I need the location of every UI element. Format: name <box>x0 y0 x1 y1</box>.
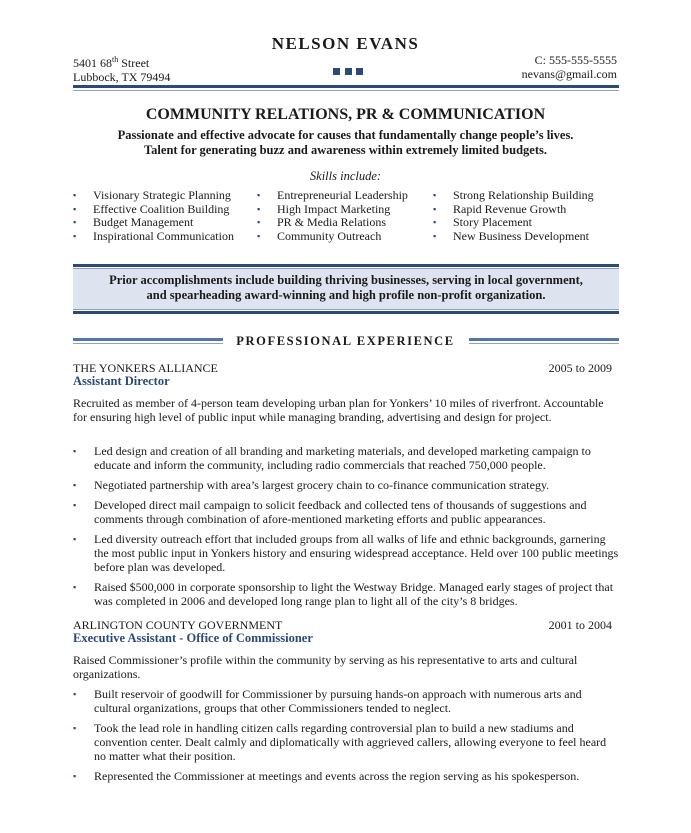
square-2 <box>345 68 352 75</box>
accomplishments-rule-top <box>73 264 619 267</box>
skill-item: ▪ Inspirational Communication <box>73 230 257 244</box>
skill-item: ▪ New Business Development <box>433 230 619 244</box>
skill-item: ▪ Effective Coalition Building <box>73 203 257 217</box>
header-rule-thin <box>73 90 619 91</box>
job-bullets <box>73 444 619 614</box>
list-item: ▪ Negotiated partnership with area’s largest grocery chain to co-finance communication strategy. <box>73 478 619 492</box>
list-item: ▪ Raised $500,000 in corporate sponsorship to light the Westway Bridge. Managed early stages of project that was completed in 2006 and developed long range plan to light all of the city’s 8 bridges. <box>73 580 619 608</box>
square-3 <box>356 68 363 75</box>
job-role: Executive Assistant - Office of Commissioner <box>73 631 313 645</box>
skill-item: ▪ High Impact Marketing <box>257 203 433 217</box>
list-item: ▪ Developed direct mail campaign to solicit feedback and collected tens of thousands of suggestions and comments through combination of afore-mentioned marketing efforts and public appearances. <box>73 498 619 526</box>
email: nevans@gmail.com <box>521 67 617 81</box>
job-summary: Raised Commissioner’s profile within the community by serving as his representative to arts and cultural organizations. <box>73 653 578 681</box>
list-item: ▪ Represented the Commissioner at meetings and events across the region serving as his spokesperson. <box>73 769 619 783</box>
skill-item: ▪ Visionary Strategic Planning <box>73 189 257 203</box>
list-item: ▪ Led design and creation of all branding and marketing materials, and developed marketing campaign to educate and inform the community, including radio commercials that reached 750,000 people. <box>73 444 619 472</box>
job-summary: Recruited as member of 4-person team developing urban plan for Yonkers’ 10 miles of riverfront. Accountable for ensuring high level of public input while managing branding, advertising and design for project. <box>73 396 604 424</box>
skills-grid <box>73 189 619 243</box>
skills-intro: Skills include: <box>309 169 382 183</box>
list-item: ▪ Led diversity outreach effort that included groups from all walks of life and ethnic backgrounds, garnering the most public input in Yonkers history and ensuring widespread acceptance. Held over 100 public meetings before plan was developed. <box>73 532 619 574</box>
skills-column-1 <box>73 189 257 243</box>
headline: COMMUNITY RELATIONS, PR & COMMUNICATION <box>145 106 546 123</box>
header-rule-thick <box>73 85 619 88</box>
list-item: ▪ Took the lead role in handling citizen calls regarding controversial plan to build a new stadiums and convention center. Dealt calmly and diplomatically with aggrieved callers, allowing everyone to feel heard no matter what their position. <box>73 721 619 763</box>
job-dates: 2005 to 2009 <box>548 361 612 375</box>
tagline-line-2: Talent for generating buzz and awareness within extremely limited budgets. <box>143 143 547 157</box>
job-dates: 2001 to 2004 <box>548 618 612 632</box>
skills-column-3 <box>433 189 619 243</box>
accomplishments-text <box>73 273 619 303</box>
accomplishments-line-2: and spearheading award-winning and high profile non-profit organization. <box>146 288 546 302</box>
skill-item: ▪ Entrepreneurial Leadership <box>257 189 433 203</box>
phone: C: 555-555-5555 <box>534 53 617 67</box>
job-bullets <box>73 687 619 789</box>
address-line-2: Lubbock, TX 79494 <box>73 70 171 84</box>
candidate-name: NELSON EVANS <box>271 34 420 53</box>
address <box>73 53 170 84</box>
tagline-line-1: Passionate and effective advocate for causes that fundamentally change people’s lives. <box>117 128 574 142</box>
skill-item: ▪ Budget Management <box>73 216 257 230</box>
skill-item: ▪ Community Outreach <box>257 230 433 244</box>
skill-item: ▪ Strong Relationship Building <box>433 189 619 203</box>
square-1 <box>333 68 340 75</box>
accomplishments-line-1: Prior accomplishments include building thriving businesses, serving in local government, <box>109 273 583 287</box>
contact-info <box>522 53 617 81</box>
decorative-squares <box>333 68 363 75</box>
skills-column-2 <box>257 189 433 243</box>
accomplishments-rule-bottom <box>73 311 619 314</box>
list-item: ▪ Built reservoir of goodwill for Commissioner by pursuing hands-on approach with numerous arts and cultural organizations, groups that other Commissioners tended to neglect. <box>73 687 619 715</box>
address-line-1: 5401 68th Street <box>73 55 150 70</box>
section-title: PROFESSIONAL EXPERIENCE <box>236 334 455 348</box>
skill-item: ▪ PR & Media Relations <box>257 216 433 230</box>
job-organization: THE YONKERS ALLIANCE <box>73 361 218 375</box>
tagline <box>0 128 691 158</box>
skill-item: ▪ Story Placement <box>433 216 619 230</box>
skill-item: ▪ Rapid Revenue Growth <box>433 203 619 217</box>
job-role: Assistant Director <box>73 374 170 388</box>
job-organization: ARLINGTON COUNTY GOVERNMENT <box>73 618 283 632</box>
